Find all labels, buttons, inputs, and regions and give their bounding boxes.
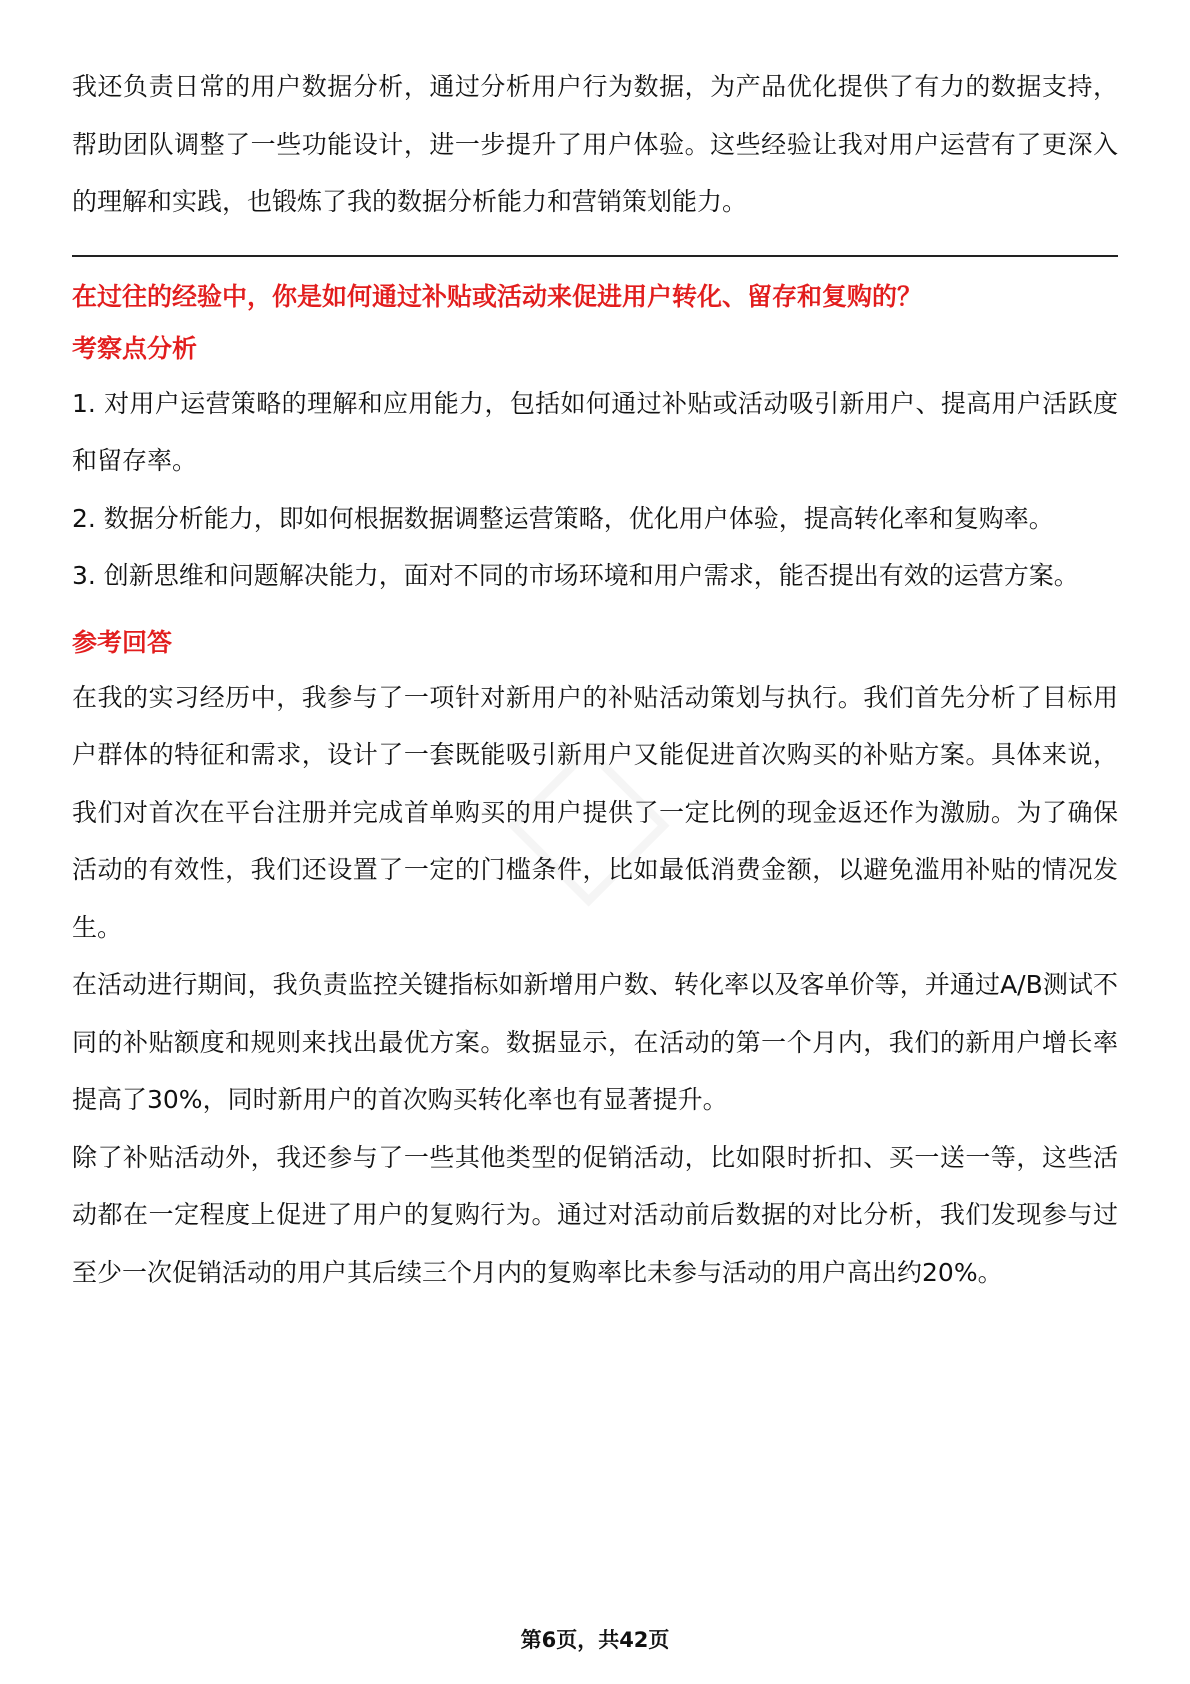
analysis-point-3: 3. 创新思维和问题解决能力，面对不同的市场环境和用户需求，能否提出有效的运营方案。 — [72, 561, 1079, 590]
analysis-point-2: 2. 数据分析能力，即如何根据数据调整运营策略，优化用户体验，提高转化率和复购率。 — [72, 503, 1054, 533]
section-divider — [72, 255, 1118, 257]
answer-paragraph-2: 在活动进行期间，我负责监控关键指标如新增用户数、转化率以及客单价等，并通过A/B测试不同的补贴额度和规则来找出最优方案。数据显示，在活动的第一个月内，我们的新用户增长率提高了30%，同时新用户的首次购买转化率也有显著提升。 — [72, 970, 1118, 1114]
page-number: 第6页，共42页 — [520, 1628, 670, 1652]
document-page — [72, 58, 1118, 1301]
answer-paragraph-1: 在我的实习经历中，我参与了一项针对新用户的补贴活动策划与执行。我们首先分析了目标用户群体的特征和需求，设计了一套既能吸引新用户又能促进首次购买的补贴方案。具体来说，我们对首次在平台注册并完成首单购买的用户提供了一定比例的现金返还作为激励。为了确保活动的有效性，我们还设置了一定的门槛条件，比如最低消费金额，以避免滥用补贴的情况发生。 — [72, 682, 1118, 942]
answer-heading: 参考回答 — [72, 627, 173, 657]
analysis-point-1: 1. 对用户运营策略的理解和应用能力，包括如何通过补贴或活动吸引新用户、提高用户活跃度和留存率。 — [72, 388, 1118, 475]
analysis-heading: 考察点分析 — [72, 333, 198, 363]
intro-paragraph: 我还负责日常的用户数据分析，通过分析用户行为数据，为产品优化提供了有力的数据支持，帮助团队调整了一些功能设计，进一步提升了用户体验。这些经验让我对用户运营有了更深入的理解和实践，也锻炼了我的数据分析能力和营销策划能力。 — [72, 72, 1118, 216]
interview-question: 在过往的经验中，你是如何通过补贴或活动来促进用户转化、留存和复购的？ — [72, 281, 923, 311]
answer-paragraph-3: 除了补贴活动外，我还参与了一些其他类型的促销活动，比如限时折扣、买一送一等，这些活动都在一定程度上促进了用户的复购行为。通过对活动前后数据的对比分析，我们发现参与过至少一次促销活动的用户其后续三个月内的复购率比未参与活动的用户高出约20%。 — [72, 1142, 1118, 1287]
